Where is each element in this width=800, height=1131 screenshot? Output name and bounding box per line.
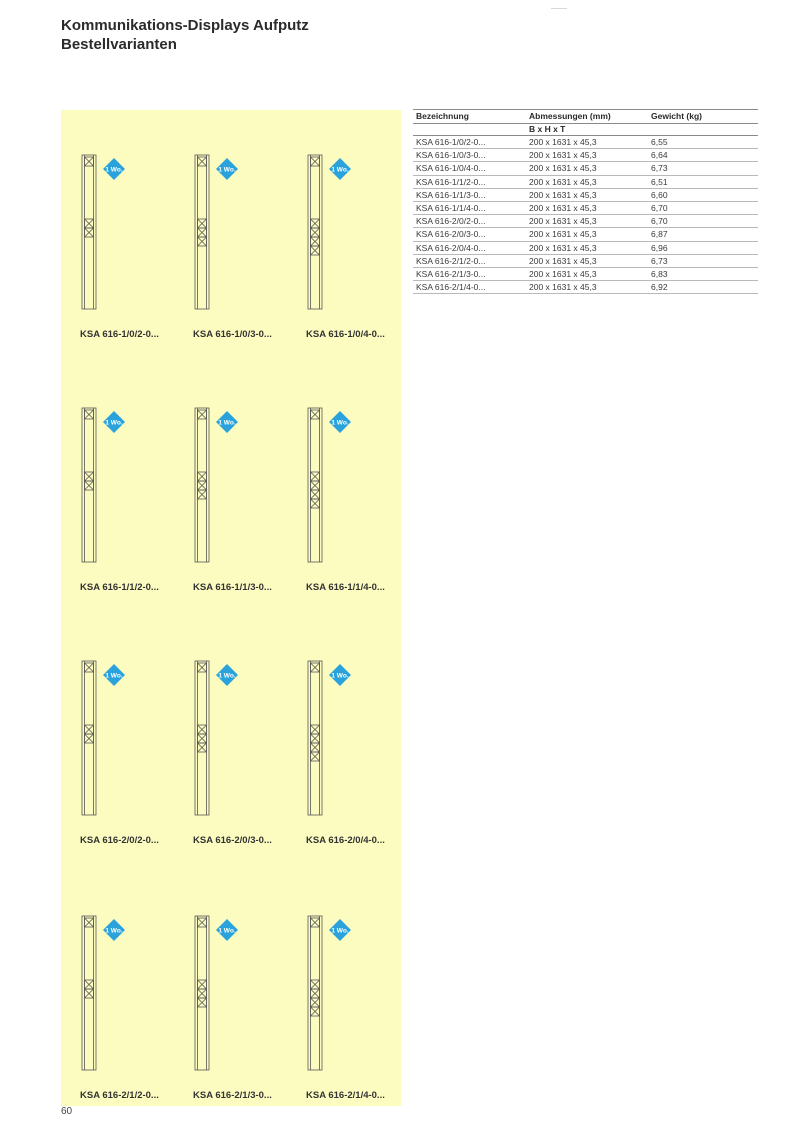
variant-cell (193, 408, 305, 608)
variant-label: KSA 616-2/1/3-0... (193, 1090, 272, 1101)
variant-cell (306, 408, 418, 608)
table-row (413, 281, 758, 294)
module-box (198, 743, 207, 752)
cell-gewicht: 6,70 (651, 202, 668, 213)
badge-text: 1 Wo. (331, 419, 349, 427)
delivery-badge-icon (216, 411, 238, 433)
module-box (311, 237, 320, 246)
display-drawing (80, 661, 160, 821)
module-box (311, 490, 320, 499)
variant-cell (306, 661, 418, 861)
divider (551, 8, 567, 9)
module-box (85, 228, 94, 237)
module-box (85, 481, 94, 490)
cell-gewicht: 6,55 (651, 137, 668, 147)
display-drawing (306, 408, 386, 568)
cell-abmessungen: 200 x 1631 x 45,3 (529, 176, 597, 187)
variant-cell (193, 916, 305, 1116)
display-drawing (193, 916, 273, 1076)
variant-label: KSA 616-2/1/2-0... (80, 1090, 159, 1101)
cell-bezeichnung: KSA 616-1/0/3-0... (416, 150, 486, 161)
badge-text: 1 Wo. (218, 166, 236, 174)
spec-table (413, 109, 758, 294)
variant-cell (80, 916, 192, 1116)
badge-text: 1 Wo. (218, 672, 236, 680)
module-box (311, 980, 320, 989)
cell-abmessungen: 200 x 1631 x 45,3 (529, 242, 597, 253)
table-row (413, 228, 758, 241)
cell-bezeichnung: KSA 616-1/1/4-0... (416, 202, 486, 213)
cell-abmessungen: 200 x 1631 x 45,3 (529, 268, 597, 279)
badge-text: 1 Wo. (218, 927, 236, 935)
module-box (311, 472, 320, 481)
display-drawing (193, 408, 273, 568)
table-header-row (413, 109, 758, 124)
dimension-subheader: B x H x T (529, 124, 566, 134)
cell-abmessungen: 200 x 1631 x 45,3 (529, 202, 597, 213)
module-box (198, 228, 207, 237)
variant-label: KSA 616-2/1/4-0... (306, 1090, 385, 1101)
display-drawing (80, 916, 160, 1076)
module-box (311, 743, 320, 752)
cell-bezeichnung: KSA 616-2/0/2-0... (416, 216, 486, 227)
display-drawing (193, 661, 273, 821)
module-box (311, 752, 320, 761)
cell-abmessungen: 200 x 1631 x 45,3 (529, 137, 597, 147)
badge-text: 1 Wo. (218, 419, 236, 427)
module-box (198, 998, 207, 1007)
table-row (413, 242, 758, 255)
display-drawing (193, 155, 273, 315)
cell-bezeichnung: KSA 616-2/0/3-0... (416, 229, 486, 240)
module-box (311, 228, 320, 237)
module-box (198, 237, 207, 246)
module-box (311, 481, 320, 490)
display-drawing (306, 661, 386, 821)
module-box (198, 219, 207, 228)
cell-gewicht: 6,83 (651, 268, 668, 279)
module-box (198, 989, 207, 998)
cell-gewicht: 6,87 (651, 229, 668, 240)
module-box (311, 725, 320, 734)
cell-abmessungen: 200 x 1631 x 45,3 (529, 282, 597, 293)
badge-text: 1 Wo. (331, 927, 349, 935)
cell-abmessungen: 200 x 1631 x 45,3 (529, 150, 597, 161)
variant-cell (80, 155, 192, 355)
cell-gewicht: 6,60 (651, 189, 668, 200)
module-box (311, 734, 320, 743)
badge-text: 1 Wo. (331, 166, 349, 174)
cell-gewicht: 6,64 (651, 150, 668, 161)
variant-cell (306, 916, 418, 1116)
delivery-badge-icon (329, 919, 351, 941)
variant-label: KSA 616-1/0/2-0... (80, 329, 159, 340)
variant-cell (306, 155, 418, 355)
variant-label: KSA 616-1/1/2-0... (80, 582, 159, 593)
cell-gewicht: 6,70 (651, 216, 668, 227)
module-box (311, 246, 320, 255)
cell-gewicht: 6,96 (651, 242, 668, 253)
variant-label: KSA 616-1/0/4-0... (306, 329, 385, 340)
table-row (413, 162, 758, 175)
cell-abmessungen: 200 x 1631 x 45,3 (529, 229, 597, 240)
delivery-badge-icon (103, 664, 125, 686)
badge-text: 1 Wo. (105, 419, 123, 427)
module-box (198, 734, 207, 743)
table-row (413, 176, 758, 189)
variant-label: KSA 616-1/1/4-0... (306, 582, 385, 593)
cell-gewicht: 6,73 (651, 255, 668, 266)
col-header-bezeichnung: Bezeichnung (416, 111, 469, 121)
table-subheader-row (413, 124, 758, 136)
module-box (85, 980, 94, 989)
cell-bezeichnung: KSA 616-1/1/3-0... (416, 189, 486, 200)
display-drawing (80, 155, 160, 315)
page-header (61, 16, 309, 54)
display-drawing (80, 408, 160, 568)
variant-cell (80, 408, 192, 608)
module-box (311, 998, 320, 1007)
module-box (85, 734, 94, 743)
delivery-badge-icon (329, 664, 351, 686)
variant-label: KSA 616-2/0/2-0... (80, 835, 159, 846)
module-box (198, 490, 207, 499)
page-subtitle: Bestellvarianten (61, 36, 177, 53)
variant-label: KSA 616-2/0/3-0... (193, 835, 272, 846)
variants-panel (61, 110, 401, 1106)
delivery-badge-icon (103, 158, 125, 180)
cell-abmessungen: 200 x 1631 x 45,3 (529, 255, 597, 266)
badge-text: 1 Wo. (105, 927, 123, 935)
delivery-badge-icon (329, 158, 351, 180)
variant-label: KSA 616-1/0/3-0... (193, 329, 272, 340)
badge-text: 1 Wo. (331, 672, 349, 680)
module-box (85, 989, 94, 998)
badge-text: 1 Wo. (105, 166, 123, 174)
cell-abmessungen: 200 x 1631 x 45,3 (529, 163, 597, 174)
cell-abmessungen: 200 x 1631 x 45,3 (529, 216, 597, 227)
table-row (413, 268, 758, 281)
delivery-badge-icon (329, 411, 351, 433)
variant-label: KSA 616-2/0/4-0... (306, 835, 385, 846)
delivery-badge-icon (216, 919, 238, 941)
delivery-badge-icon (216, 158, 238, 180)
cell-abmessungen: 200 x 1631 x 45,3 (529, 189, 597, 200)
delivery-badge-icon (103, 411, 125, 433)
delivery-badge-icon (103, 919, 125, 941)
cell-bezeichnung: KSA 616-2/1/4-0... (416, 282, 486, 293)
cell-bezeichnung: KSA 616-2/1/2-0... (416, 255, 486, 266)
cell-bezeichnung: KSA 616-2/0/4-0... (416, 242, 486, 253)
table-row (413, 136, 758, 149)
module-box (198, 725, 207, 734)
module-box (311, 989, 320, 998)
table-row (413, 215, 758, 228)
module-box (85, 219, 94, 228)
table-row (413, 149, 758, 162)
badge-text: 1 Wo. (105, 672, 123, 680)
table-row (413, 202, 758, 215)
cell-gewicht: 6,73 (651, 163, 668, 174)
col-header-abmessungen: Abmessungen (mm) (529, 111, 611, 121)
variant-cell (80, 661, 192, 861)
module-box (311, 499, 320, 508)
delivery-badge-icon (216, 664, 238, 686)
module-box (85, 472, 94, 481)
module-box (311, 1007, 320, 1016)
module-box (198, 472, 207, 481)
page-number: 60 (61, 1106, 73, 1117)
cell-gewicht: 6,92 (651, 282, 668, 293)
cell-bezeichnung: KSA 616-1/0/2-0... (416, 137, 486, 147)
module-box (311, 219, 320, 228)
display-drawing (306, 916, 386, 1076)
table-row (413, 189, 758, 202)
table-row (413, 255, 758, 268)
cell-bezeichnung: KSA 616-2/1/3-0... (416, 268, 486, 279)
cell-bezeichnung: KSA 616-1/1/2-0... (416, 176, 486, 187)
col-header-gewicht: Gewicht (kg) (651, 111, 703, 121)
variant-label: KSA 616-1/1/3-0... (193, 582, 272, 593)
display-drawing (306, 155, 386, 315)
module-box (198, 481, 207, 490)
module-box (198, 980, 207, 989)
variant-cell (193, 155, 305, 355)
cell-bezeichnung: KSA 616-1/0/4-0... (416, 163, 486, 174)
module-box (85, 725, 94, 734)
page-title: Kommunikations-Displays Aufputz (61, 17, 309, 34)
cell-gewicht: 6,51 (651, 176, 668, 187)
variant-cell (193, 661, 305, 861)
